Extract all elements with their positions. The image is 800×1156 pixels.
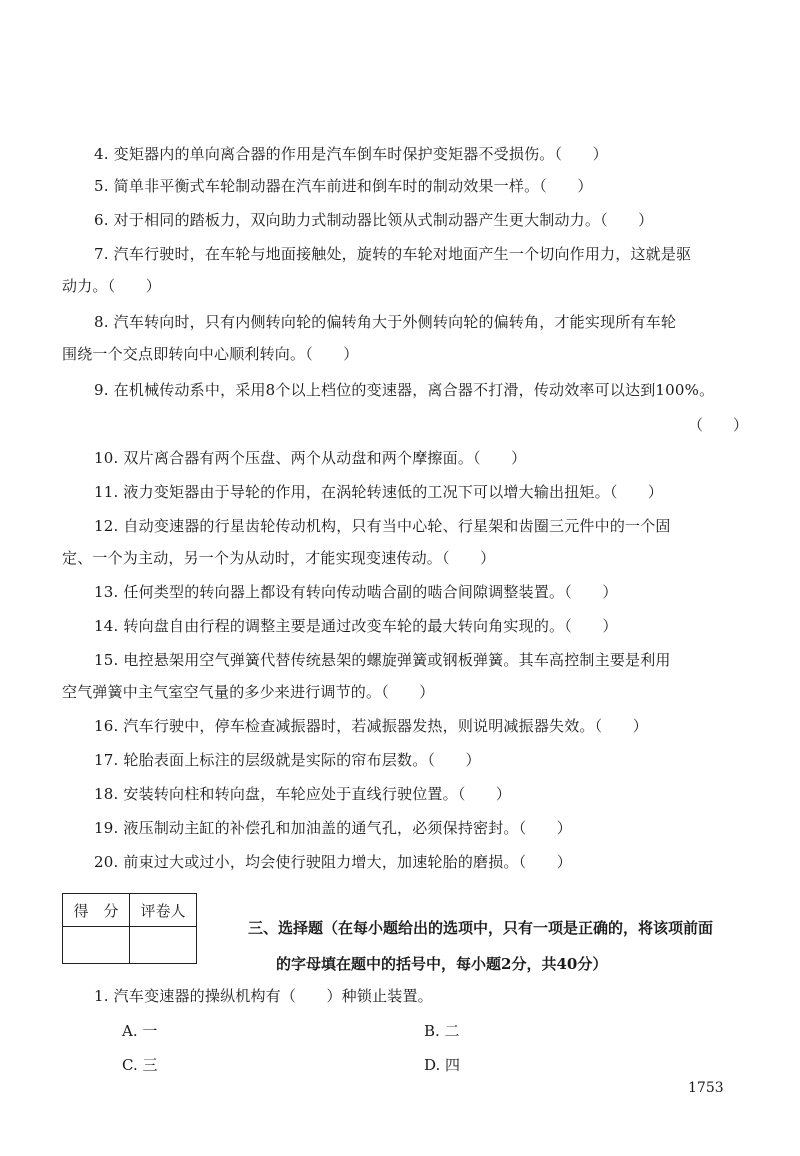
section-3-title-line-2: 的字母填在题中的括号中，每小题2分，共40分） bbox=[276, 955, 608, 973]
question-20: 20. 前束过大或过小，均会使行驶阻力增大，加速轮胎的磨损。（ ） bbox=[94, 853, 572, 871]
mc-option-c: C. 三 bbox=[122, 1056, 158, 1074]
question-11: 11. 液力变矩器由于导轮的作用，在涡轮转速低的工况下可以增大输出扭矩。（ ） bbox=[94, 483, 664, 501]
question-12: 12. 自动变速器的行星齿轮传动机构，只有当中心轮、行星架和齿圈三元件中的一个固 定、一个为主动，另一个为从动时，才能实现变速传动。（ ） bbox=[62, 517, 671, 567]
question-19: 19. 液压制动主缸的补偿孔和加油盖的通气孔，必须保持密封。（ ） bbox=[94, 819, 572, 837]
score-box bbox=[62, 893, 197, 964]
question-5: 5. 简单非平衡式车轮制动器在汽车前进和倒车时的制动效果一样。（ ） bbox=[94, 177, 593, 195]
question-17: 17. 轮胎表面上标注的层级就是实际的帘布层数。（ ） bbox=[94, 751, 481, 769]
section-3-title-line-1: 三、选择题（在每小题给出的选项中，只有一项是正确的，将该项前面 bbox=[248, 919, 714, 937]
question-9-answer-bracket: （ ） bbox=[688, 416, 749, 434]
question-14: 14. 转向盘自由行程的调整主要是通过改变车轮的最大转向角实现的。（ ） bbox=[94, 617, 618, 635]
question-7: 7. 汽车行驶时，在车轮与地面接触处，旋转的车轮对地面产生一个切向作用力，这就是驱 动力。（ ） bbox=[62, 245, 692, 295]
question-9: 9. 在机械传动系中，采用8个以上档位的变速器，离合器不打滑，传动效率可以达到100%。 bbox=[94, 381, 715, 399]
grader-cell[interactable] bbox=[130, 927, 197, 964]
page-number: 1753 bbox=[688, 1080, 724, 1096]
score-cell[interactable] bbox=[63, 927, 130, 964]
mc-question-1: 1. 汽车变速器的操纵机构有（ ）种锁止装置。 bbox=[94, 987, 433, 1005]
question-18: 18. 安装转向柱和转向盘，车轮应处于直线行驶位置。（ ） bbox=[94, 785, 512, 803]
grader-label: 评卷人 bbox=[130, 894, 197, 927]
score-label: 得 分 bbox=[63, 894, 130, 927]
mc-option-a: A. 一 bbox=[122, 1022, 158, 1040]
question-16: 16. 汽车行驶中，停车检查减振器时，若减振器发热，则说明减振器失效。（ ） bbox=[94, 717, 648, 735]
mc-option-d: D. 四 bbox=[424, 1056, 461, 1074]
question-8: 8. 汽车转向时，只有内侧转向轮的偏转角大于外侧转向轮的偏转角，才能实现所有车轮 围绕一个交点即转向中心顺利转向。（ ） bbox=[62, 313, 677, 363]
question-10: 10. 双片离合器有两个压盘、两个从动盘和两个摩擦面。（ ） bbox=[94, 449, 527, 467]
mc-option-b: B. 二 bbox=[424, 1022, 460, 1040]
question-6: 6. 对于相同的踏板力，双向助力式制动器比领从式制动器产生更大制动力。（ ） bbox=[94, 211, 654, 229]
question-4: 4. 变矩器内的单向离合器的作用是汽车倒车时保护变矩器不受损伤。（ ） bbox=[94, 145, 608, 163]
question-13: 13. 任何类型的转向器上都设有转向传动啮合副的啮合间隙调整装置。（ ） bbox=[94, 583, 618, 601]
question-15: 15. 电控悬架用空气弹簧代替传统悬架的螺旋弹簧或钢板弹簧。其车高控制主要是利用 空气弹簧中主气室空气量的多少来进行调节的。（ ） bbox=[62, 651, 671, 701]
